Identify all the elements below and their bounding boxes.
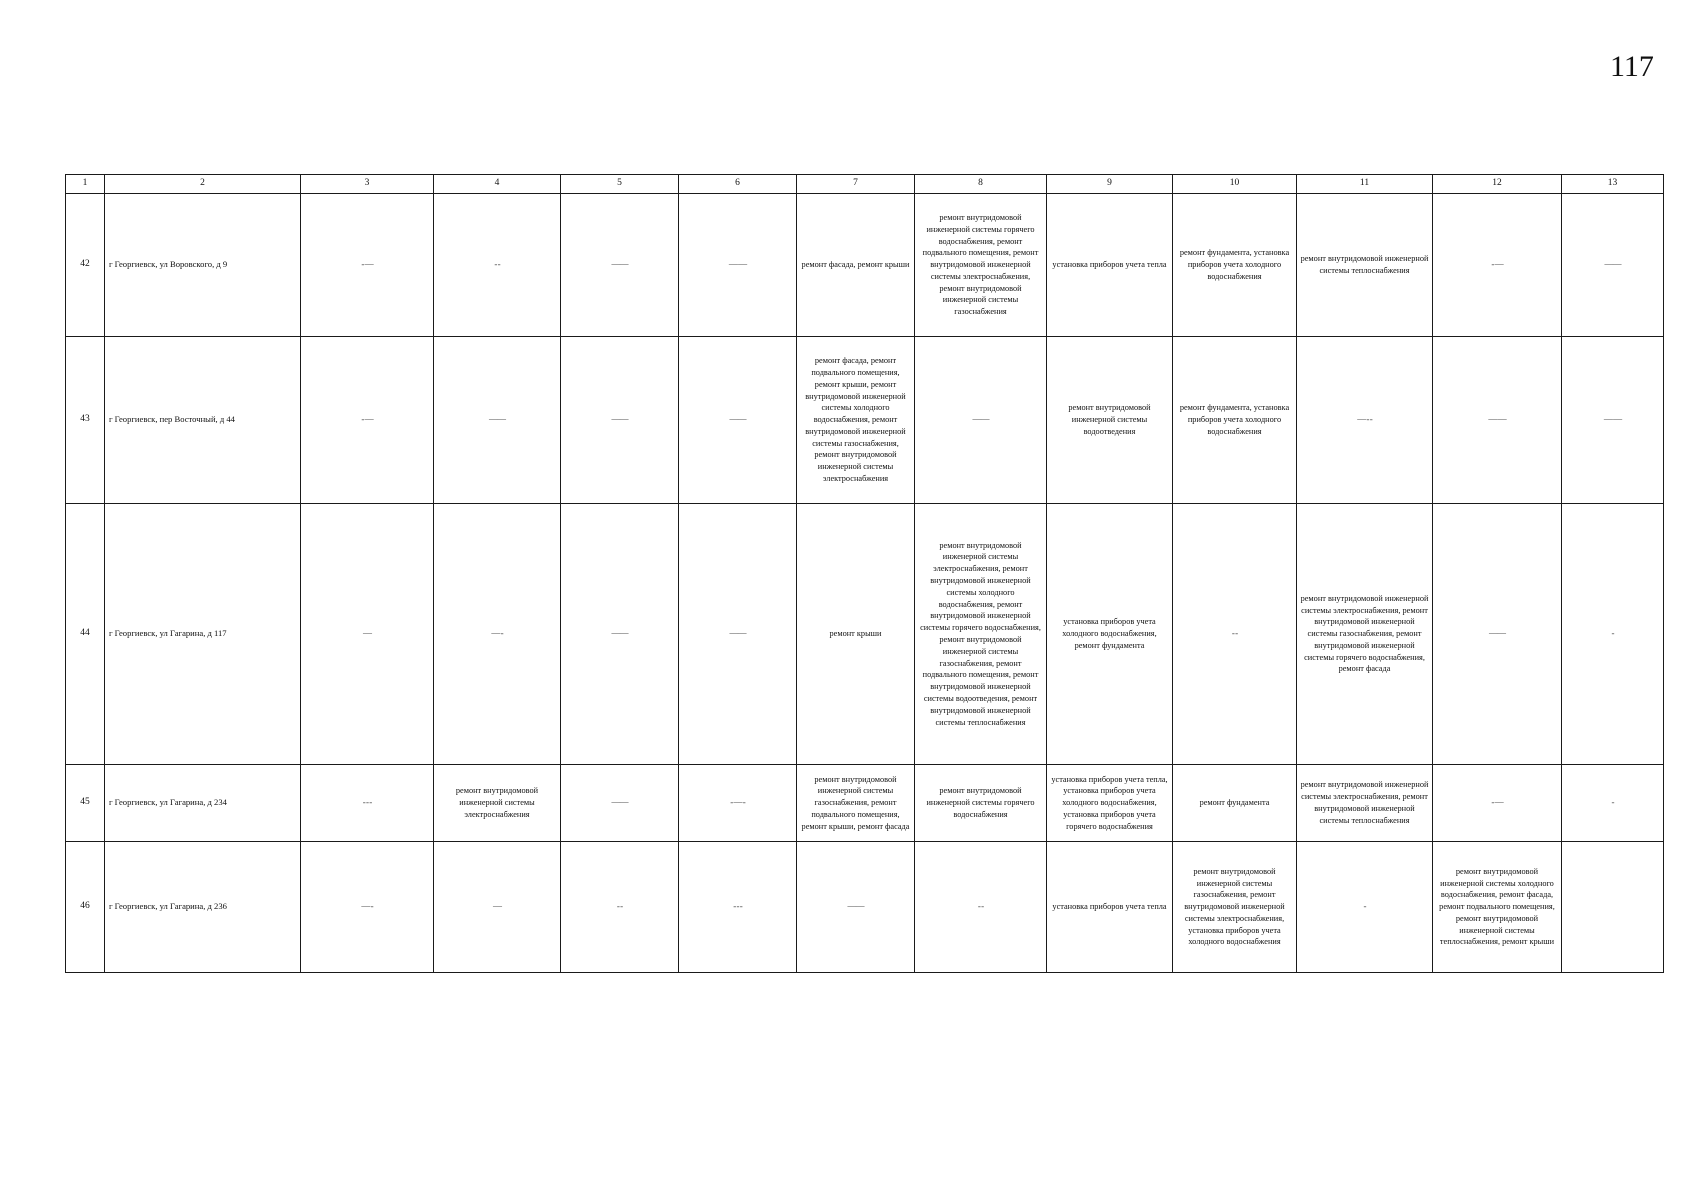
table-cell: - -: [915, 842, 1047, 973]
table-cell: — —: [1562, 337, 1664, 504]
column-header: 9: [1047, 175, 1173, 194]
table-cell: - -: [561, 842, 679, 973]
table-cell: [1562, 842, 1664, 973]
table-row: [66, 504, 1664, 765]
table-cell: ремонт внутридомовой инженерной системы горячего водоснабжения: [915, 765, 1047, 842]
table-cell: ——: [561, 765, 679, 842]
table-cell: —: [301, 504, 434, 765]
table-cell: — —: [1433, 337, 1562, 504]
table-cell: — -: [434, 504, 561, 765]
row-number: 42: [66, 194, 105, 337]
column-header: 3: [301, 175, 434, 194]
column-header: 8: [915, 175, 1047, 194]
column-header: 12: [1433, 175, 1562, 194]
table-cell: ремонт внутридомовой инженерной системы электроснабжения: [434, 765, 561, 842]
table-cell: ремонт внутридомовой инженерной системы газоснабжения, ремонт внутридомовой инженерной системы электроснабжения, установка приборов учета холодного водоснабжения: [1173, 842, 1297, 973]
capital-repair-table: [65, 174, 1664, 973]
table-cell: ремонт внутридомовой инженерной системы электроснабжения, ремонт внутридомовой инженерной системы газоснабжения, ремонт внутридомовой инженерной системы горячего водоснабжения, ремонт фасада: [1297, 504, 1433, 765]
column-header: 7: [797, 175, 915, 194]
address-cell: г Георгиевск, ул Гагарина, д 236: [105, 842, 301, 973]
table-cell: ремонт внутридомовой инженерной системы холодного водоснабжения, ремонт фасада, ремонт подвального помещения, ремонт внутридомовой инженерной системы теплоснабжения, ремонт крыши: [1433, 842, 1562, 973]
table-cell: ремонт крыши: [797, 504, 915, 765]
table-cell: — -: [301, 842, 434, 973]
table-cell: ——: [679, 337, 797, 504]
table-row: [66, 765, 1664, 842]
table-cell: - —: [1433, 194, 1562, 337]
row-number: 46: [66, 842, 105, 973]
table-cell: ——: [797, 842, 915, 973]
column-header: 5: [561, 175, 679, 194]
address-cell: г Георгиевск, ул Гагарина, д 117: [105, 504, 301, 765]
column-header: 6: [679, 175, 797, 194]
table-cell: ——: [561, 504, 679, 765]
column-header: 4: [434, 175, 561, 194]
table-cell: - - -: [301, 765, 434, 842]
address-cell: г Георгиевск, ул Гагарина, д 234: [105, 765, 301, 842]
table-cell: ремонт фундамента, установка приборов учета холодного водоснабжения: [1173, 337, 1297, 504]
table-cell: ремонт внутридомовой инженерной системы теплоснабжения: [1297, 194, 1433, 337]
table-cell: установка приборов учета тепла: [1047, 194, 1173, 337]
table-cell: - -: [1173, 504, 1297, 765]
table-cell: ——: [1433, 504, 1562, 765]
page-number: 117: [1610, 50, 1654, 83]
table-cell: —: [434, 842, 561, 973]
table-cell: установка приборов учета холодного водоснабжения, ремонт фундамента: [1047, 504, 1173, 765]
table-cell: ——: [915, 337, 1047, 504]
table-cell: ремонт фундамента: [1173, 765, 1297, 842]
column-header: 1: [66, 175, 105, 194]
table-cell: ремонт фасада, ремонт подвального помещения, ремонт крыши, ремонт внутридомовой инженерной системы холодного водоснабжения, ремонт внутридомовой инженерной системы газоснабжения, ремонт внутридомовой инженерной системы электроснабжения: [797, 337, 915, 504]
table-cell: -: [1562, 765, 1664, 842]
table-cell: ——: [561, 194, 679, 337]
table-row: [66, 337, 1664, 504]
address-cell: г Георгиевск, ул Воровского, д 9: [105, 194, 301, 337]
table-cell: ремонт фундамента, установка приборов учета холодного водоснабжения: [1173, 194, 1297, 337]
table-cell: ——: [561, 337, 679, 504]
table-cell: ——: [434, 337, 561, 504]
table-cell: -: [1562, 504, 1664, 765]
table-cell: - - -: [679, 842, 797, 973]
table-cell: ремонт внутридомовой инженерной системы электроснабжения, ремонт внутридомовой инженерной системы холодного водоснабжения, ремонт внутридомовой инженерной системы горячего водоснабжения, ремонт внутридомовой инженерной системы газоснабжения, ремонт подвального помещения, ремонт внутридомовой инженерной системы водоотведения, ремонт внутридомовой инженерной системы теплоснабжения: [915, 504, 1047, 765]
column-header: 11: [1297, 175, 1433, 194]
table-cell: - —: [301, 337, 434, 504]
address-cell: г Георгиевск, пер Восточный, д 44: [105, 337, 301, 504]
table-cell: ремонт внутридомовой инженерной системы электроснабжения, ремонт внутридомовой инженерной системы теплоснабжения: [1297, 765, 1433, 842]
table-cell: ремонт внутридомовой инженерной системы газоснабжения, ремонт подвального помещения, ремонт крыши, ремонт фасада: [797, 765, 915, 842]
table-cell: ——: [679, 504, 797, 765]
table-cell: установка приборов учета тепла: [1047, 842, 1173, 973]
table-cell: — —: [679, 194, 797, 337]
table-cell: ремонт внутридомовой инженерной системы горячего водоснабжения, ремонт подвального помещения, ремонт внутридомовой инженерной системы электроснабжения, ремонт внутридомовой инженерной системы газоснабжения: [915, 194, 1047, 337]
table-row: [66, 194, 1664, 337]
table-cell: -: [1297, 842, 1433, 973]
table-cell: установка приборов учета тепла, установка приборов учета холодного водоснабжения, установка приборов учета горячего водоснабжения: [1047, 765, 1173, 842]
table-cell: ——: [1562, 194, 1664, 337]
table-cell: - —: [1433, 765, 1562, 842]
column-number-row: [66, 175, 1664, 194]
table-cell: - -: [434, 194, 561, 337]
column-header: 2: [105, 175, 301, 194]
table-cell: - —: [301, 194, 434, 337]
table-row: [66, 842, 1664, 973]
row-number: 45: [66, 765, 105, 842]
column-header: 10: [1173, 175, 1297, 194]
row-number: 44: [66, 504, 105, 765]
row-number: 43: [66, 337, 105, 504]
table-cell: — - -: [1297, 337, 1433, 504]
table-cell: - — -: [679, 765, 797, 842]
table-cell: ремонт внутридомовой инженерной системы водоотведения: [1047, 337, 1173, 504]
table-cell: ремонт фасада, ремонт крыши: [797, 194, 915, 337]
column-header: 13: [1562, 175, 1664, 194]
